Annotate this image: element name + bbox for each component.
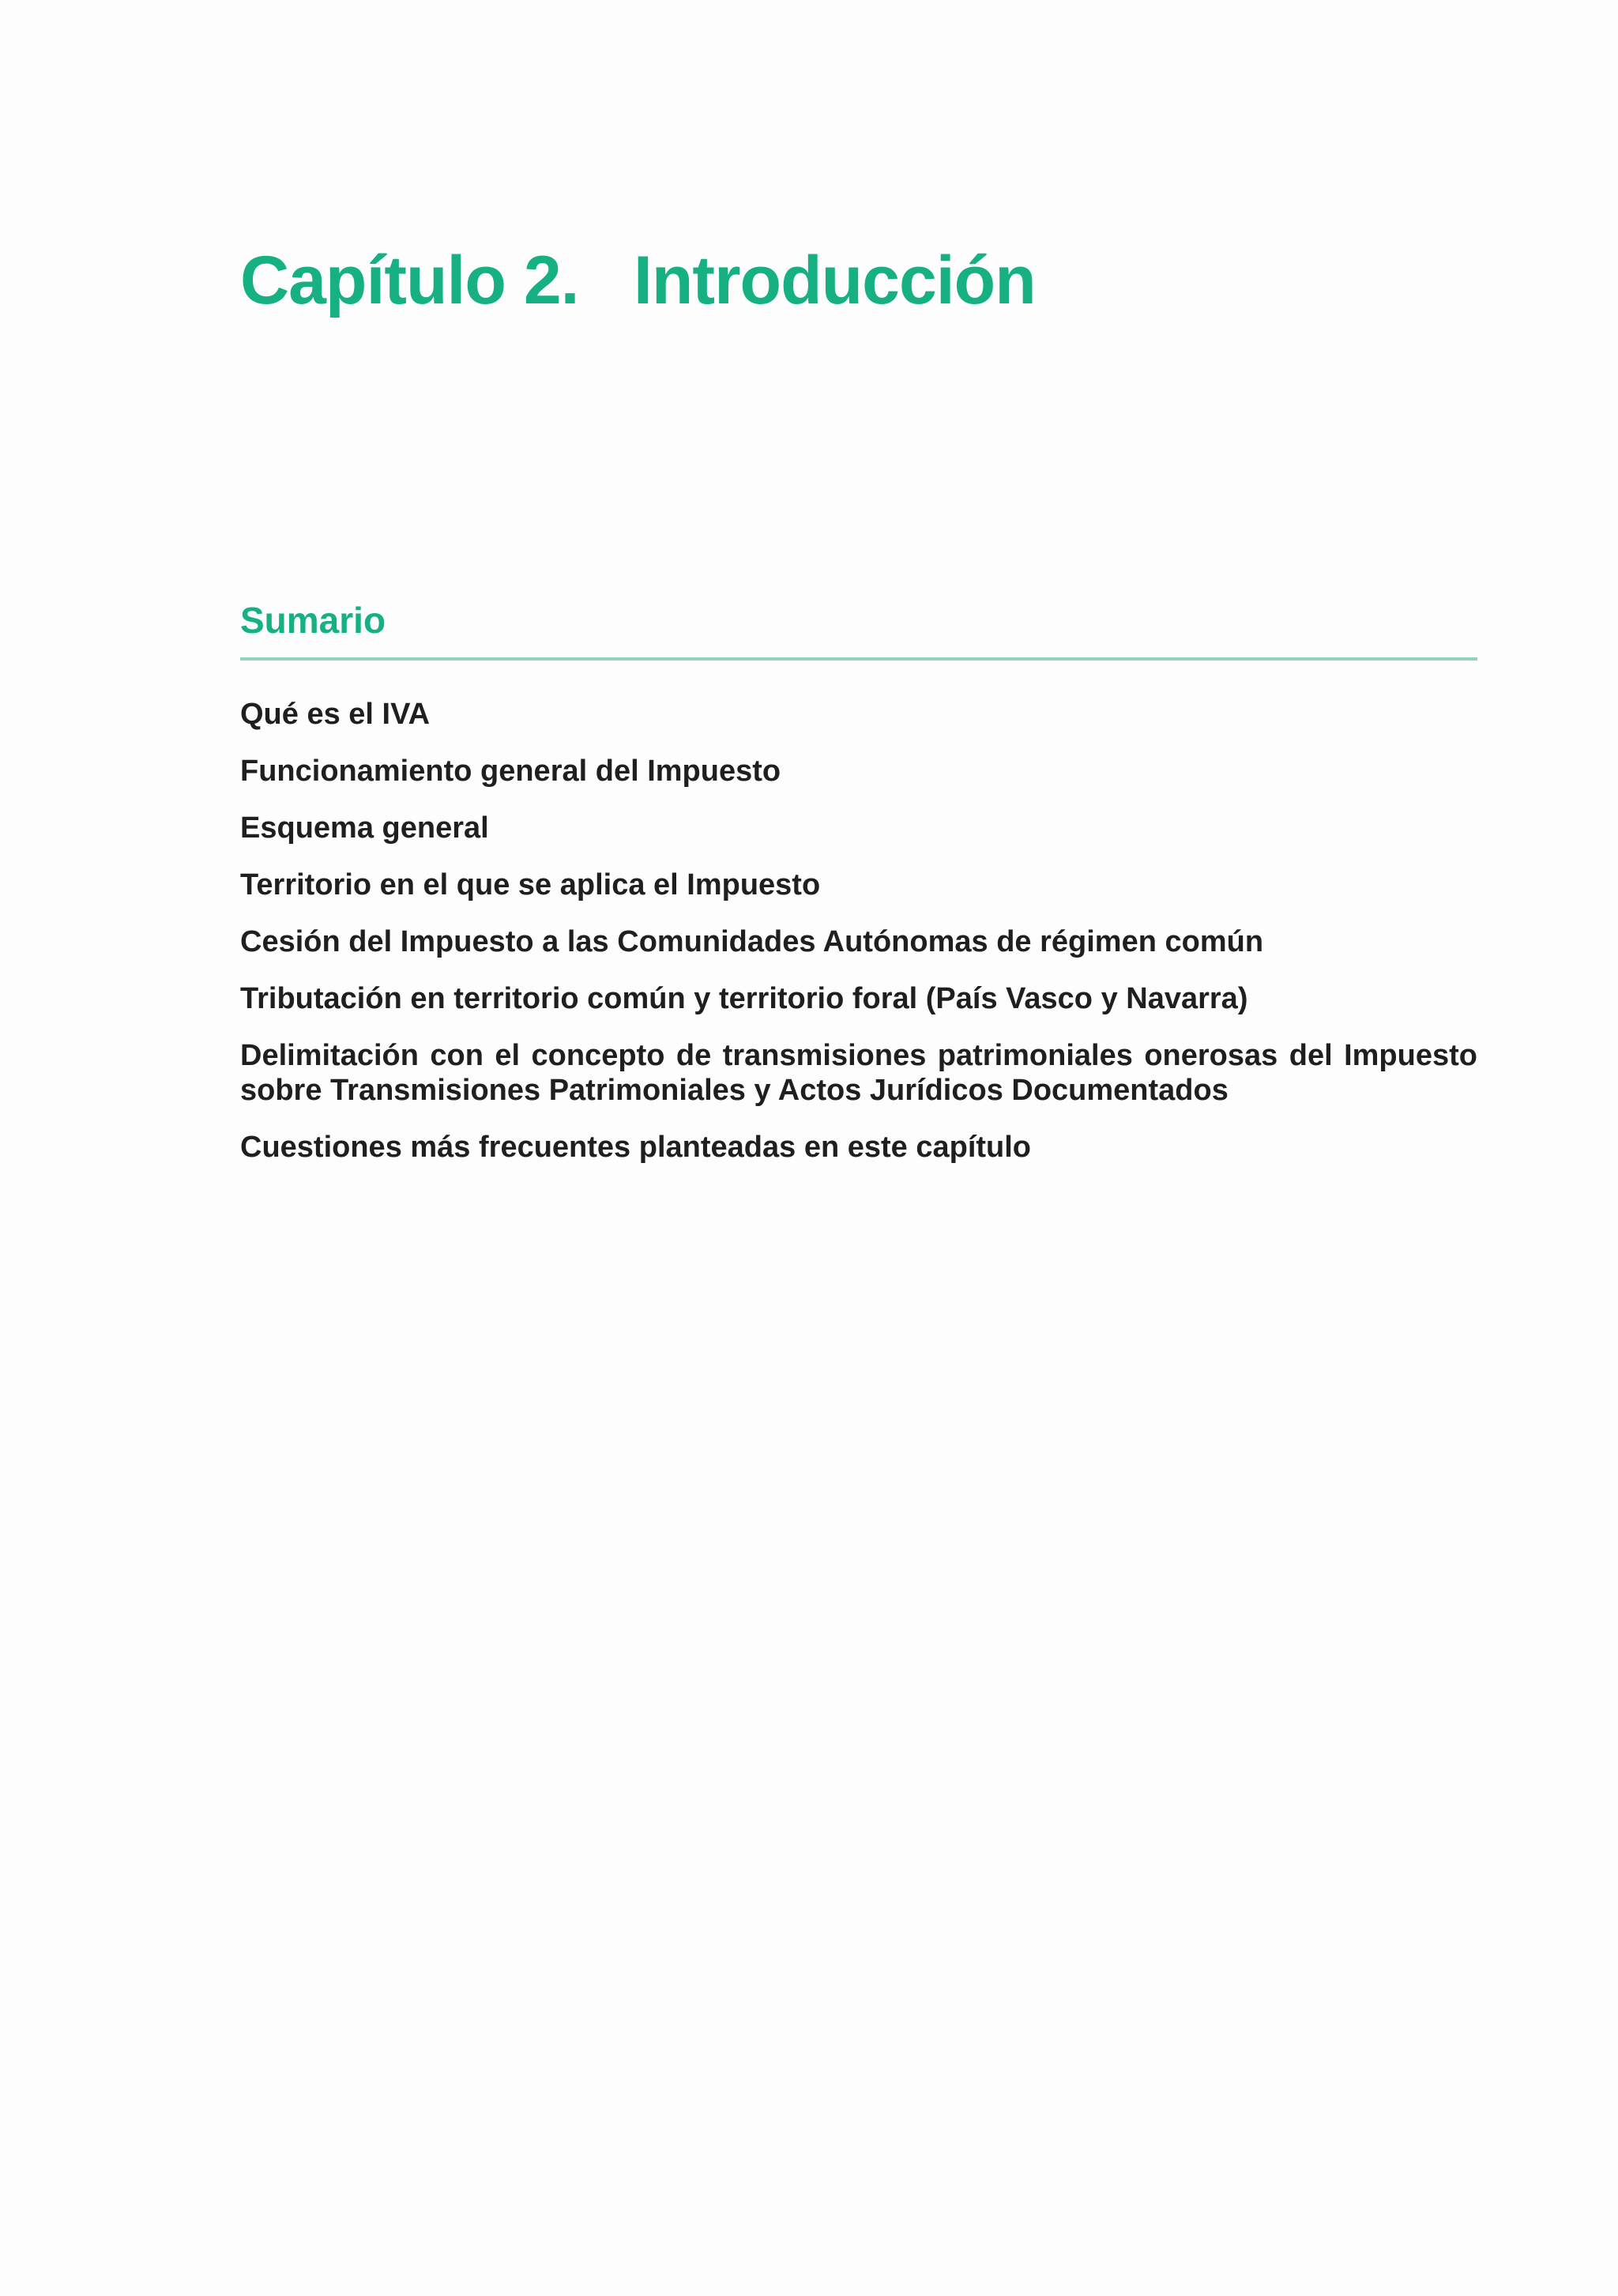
summary-item-delimitacion: Delimitación con el concepto de transmisiones patrimoniales onerosas del Impuesto sobre Transmisiones Patrimoniales y Actos Jurídicos Documentados (240, 1039, 1477, 1107)
summary-list (240, 697, 1477, 1187)
summary-item-cesion: Cesión del Impuesto a las Comunidades Autónomas de régimen común (240, 925, 1264, 958)
chapter-heading (240, 243, 1036, 318)
chapter-number: Capítulo 2. (240, 243, 579, 318)
summary-heading: Sumario (240, 600, 386, 641)
summary-item-cuestiones: Cuestiones más frecuentes planteadas en este capítulo (240, 1131, 1032, 1164)
summary-item-tributacion: Tributación en territorio común y territorio foral (País Vasco y Navarra) (240, 982, 1248, 1015)
summary-item-territorio: Territorio en el que se aplica el Impuesto (240, 868, 821, 901)
summary-item-esquema: Esquema general (240, 811, 489, 845)
summary-item-funcionamiento: Funcionamiento general del Impuesto (240, 755, 781, 788)
summary-item-que-es-iva: Qué es el IVA (240, 698, 431, 731)
chapter-title: Introducción (634, 243, 1036, 318)
summary-divider (240, 657, 1477, 661)
